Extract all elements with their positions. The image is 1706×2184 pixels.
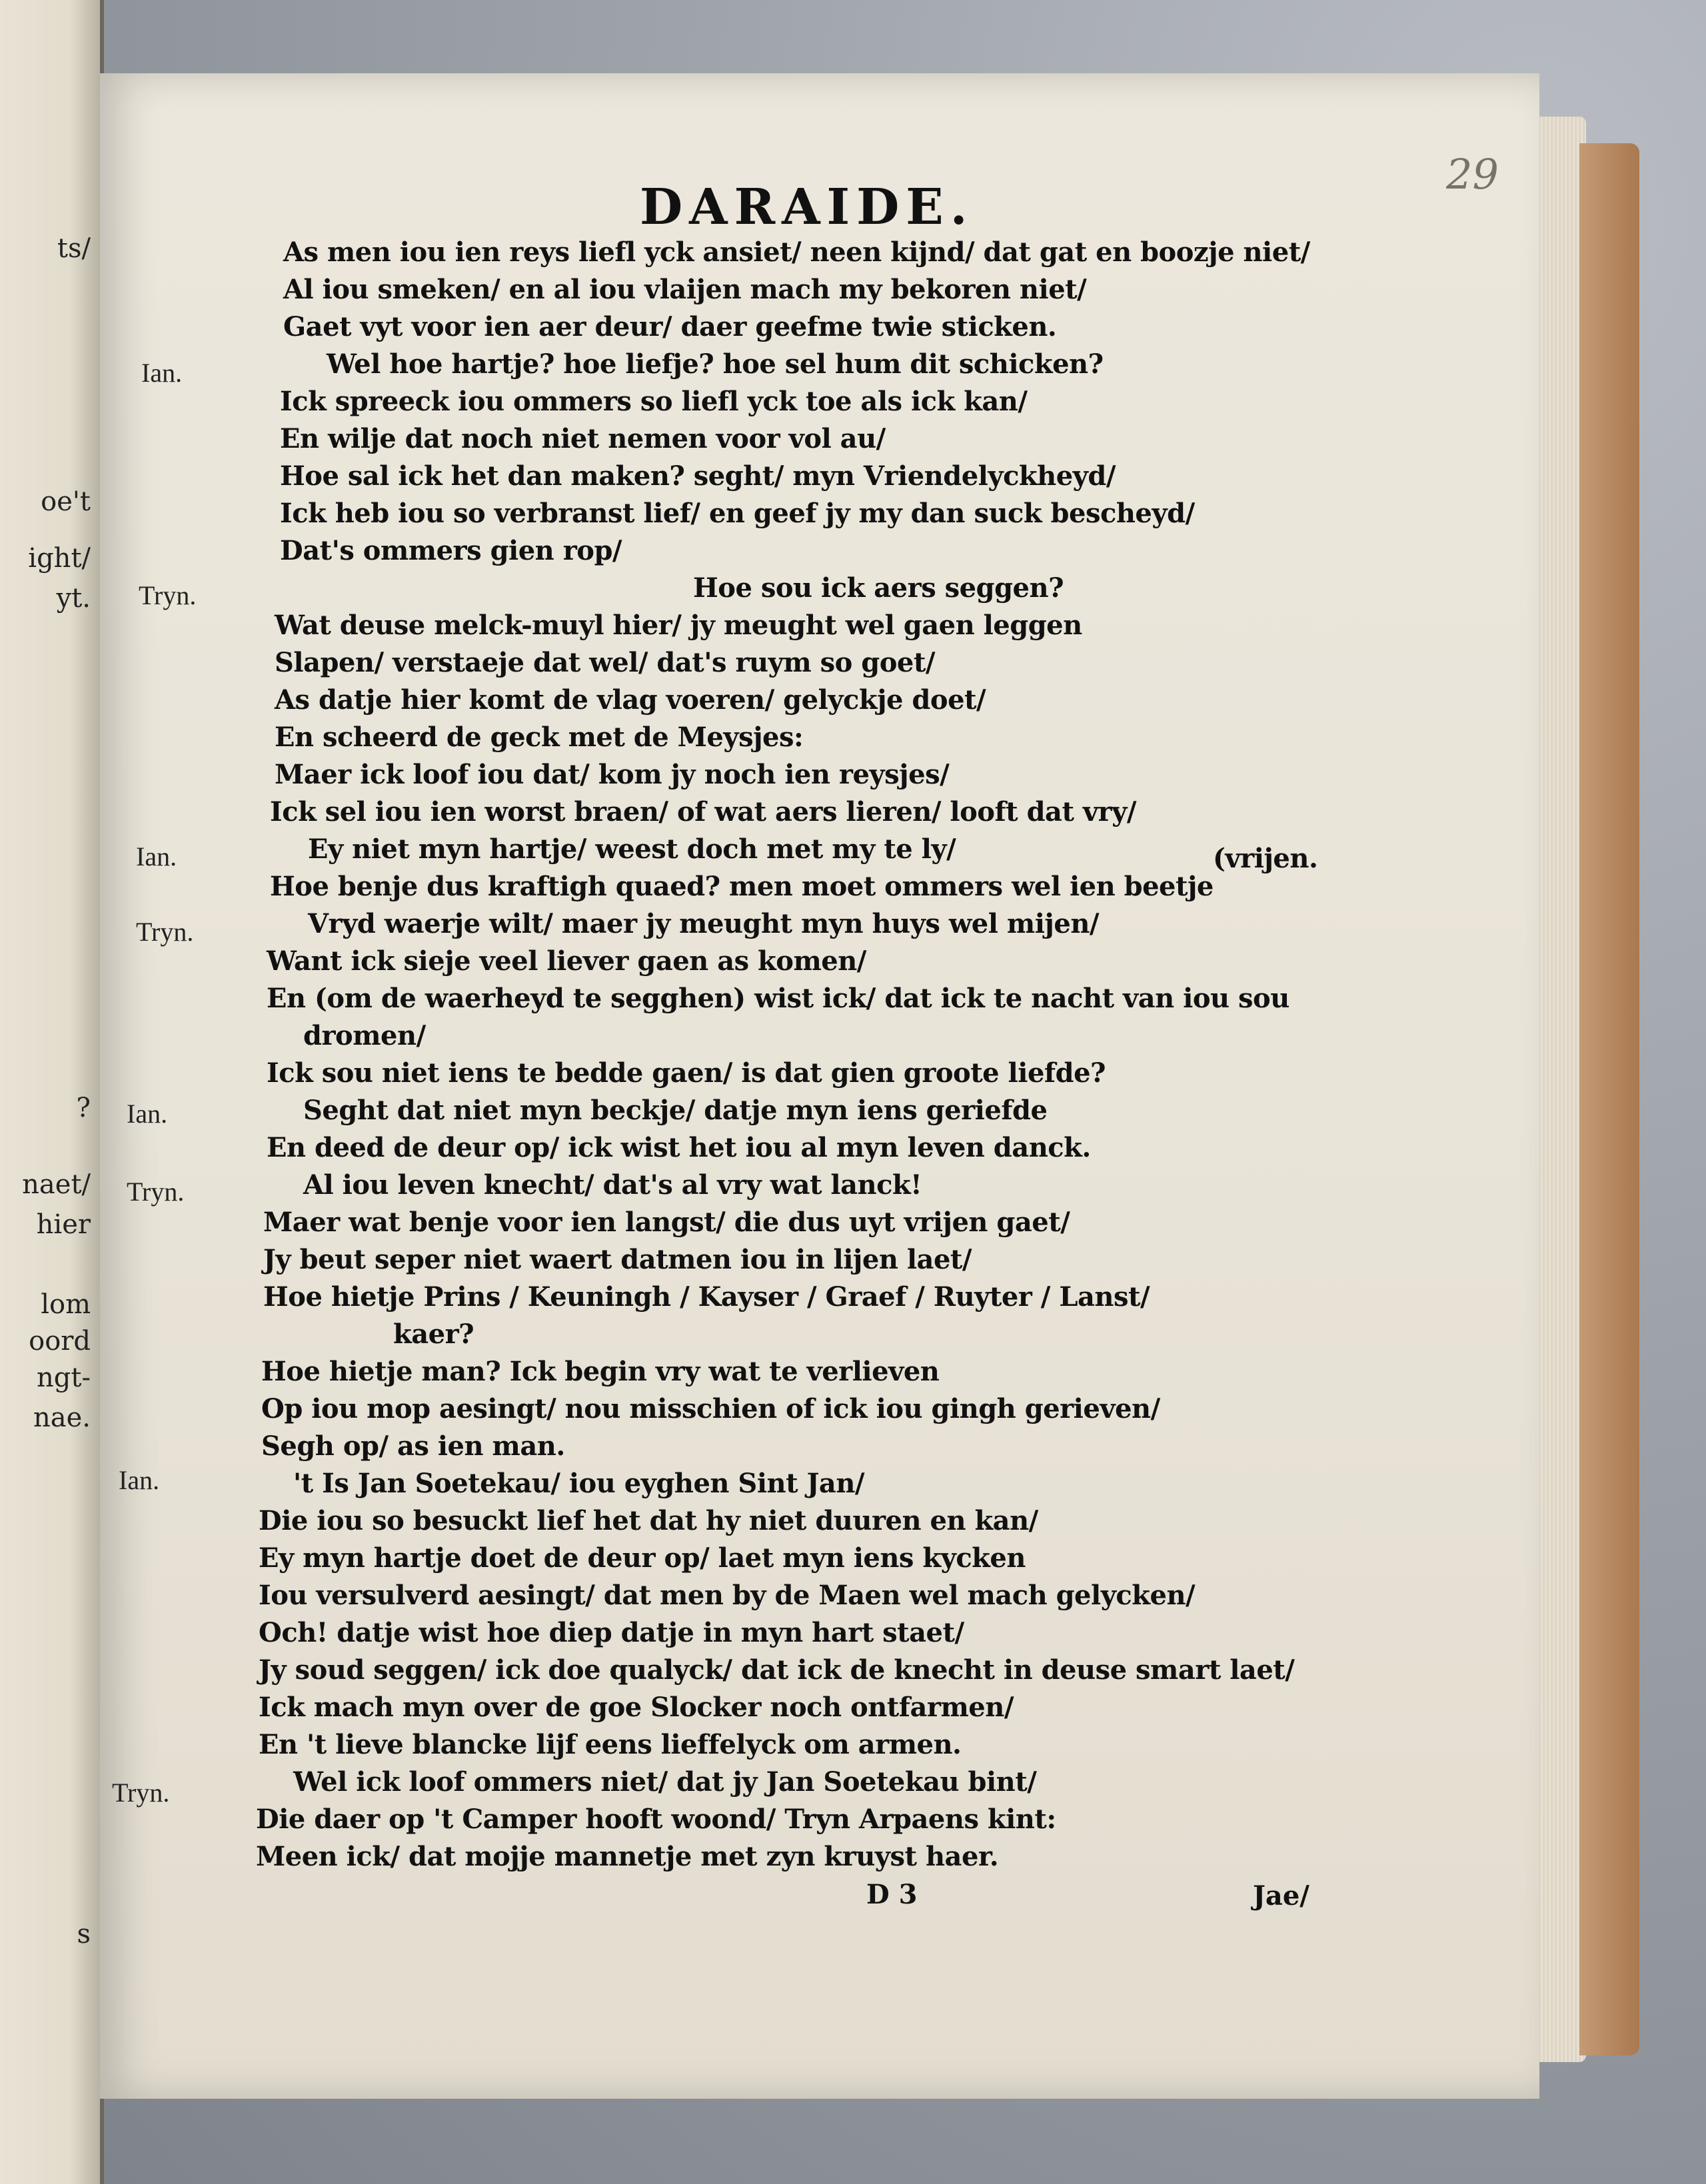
speaker-label: Tryn. [139, 580, 197, 610]
text-line: Ick spreeck iou ommers so liefl yck toe als ick kan/ [280, 386, 1028, 417]
text-line: Gaet vyt voor ien aer deur/ daer geefme twie sticken. [283, 311, 1057, 342]
left-margin-fragment: hier [36, 1209, 91, 1240]
text-line: Meen ick/ dat mojje mannetje met zyn kruyst haer. [256, 1841, 999, 1872]
text-line: (vrijen. [1213, 843, 1318, 874]
speaker-label: Ian. [136, 841, 177, 871]
text-line: Seght dat niet myn beckje/ datje myn iens geriefde [303, 1095, 1048, 1126]
text-line: Al iou leven knecht/ dat's al vry wat lanck! [303, 1169, 922, 1201]
text-line: Al iou smeken/ en al iou vlaijen mach my bekoren niet/ [283, 274, 1087, 305]
text-line: Want ick sieje veel liever gaen as komen/ [267, 945, 866, 977]
text-line: En scheerd de geck met de Meysjes: [275, 722, 804, 753]
text-line: En 't lieve blancke lijf eens lieffelyck om armen. [259, 1729, 962, 1760]
left-margin-fragment: ts/ [57, 233, 91, 264]
left-margin-fragment: ngt- [37, 1363, 91, 1393]
text-line: As men iou ien reys liefl yck ansiet/ neen kijnd/ dat gat en boozje niet/ [283, 237, 1310, 268]
folio-number: 29 [1446, 150, 1499, 199]
text-line: Ick sel iou ien worst braen/ of wat aers lieren/ looft dat vry/ [270, 796, 1137, 827]
text-line: Ick mach myn over de goe Slocker noch ontfarmen/ [259, 1692, 1014, 1723]
text-line: Ey niet myn hartje/ weest doch met my te ly/ [308, 833, 956, 865]
speaker-label: Tryn. [112, 1778, 170, 1808]
text-line: En (om de waerheyd te segghen) wist ick/ dat ick te nacht van iou sou [267, 983, 1289, 1014]
left-margin-fragment: ight/ [28, 543, 91, 574]
text-line: As datje hier komt de vlag voeren/ gelyckje doet/ [275, 684, 986, 716]
speaker-label: Ian. [127, 1099, 168, 1129]
text-line: Hoe sou ick aers seggen? [693, 572, 1064, 604]
text-line: dromen/ [303, 1020, 426, 1051]
left-margin-fragment: naet/ [22, 1169, 91, 1200]
text-line: Die iou so besuckt lief het dat hy niet duuren en kan/ [259, 1505, 1038, 1536]
text-line: Slapen/ verstaeje dat wel/ dat's ruym so goet/ [275, 647, 935, 678]
text-line: Ick sou niet iens te bedde gaen/ is dat gien groote liefde? [267, 1057, 1106, 1089]
text-line: Maer wat benje voor ien langst/ die dus uyt vrijen gaet/ [263, 1207, 1070, 1238]
left-margin-fragment: nae. [33, 1402, 91, 1433]
text-line: Hoe benje dus kraftigh quaed? men moet ommers wel ien beetje [270, 871, 1214, 902]
text-line: Hoe hietje Prins / Keuningh / Kayser / Graef / Ruyter / Lanst/ [263, 1281, 1150, 1313]
text-line: 't Is Jan Soetekau/ iou eyghen Sint Jan/ [293, 1468, 865, 1499]
left-margin-fragment: oord [29, 1326, 91, 1357]
text-line: Jy soud seggen/ ick doe qualyck/ dat ick de knecht in deuse smart laet/ [259, 1654, 1295, 1686]
text-line: Maer ick loof iou dat/ kom jy noch ien reysjes/ [275, 759, 950, 790]
speaker-label: Ian. [119, 1465, 160, 1495]
text-line: Segh op/ as ien man. [261, 1430, 565, 1462]
text-line: Vryd waerje wilt/ maer jy meught myn huys wel mijen/ [308, 908, 1100, 939]
left-margin-fragment: ? [76, 1093, 91, 1123]
left-facing-page [0, 0, 104, 2184]
text-line: Ey myn hartje doet de deur op/ laet myn iens kycken [259, 1542, 1026, 1574]
text-line: Wat deuse melck-muyl hier/ jy meught wel gaen leggen [275, 610, 1082, 641]
text-line: En wilje dat noch niet nemen voor vol au/ [280, 423, 886, 454]
text-line: Hoe sal ick het dan maken? seght/ myn Vriendelyckheyd/ [280, 460, 1116, 492]
speaker-label: Tryn. [136, 917, 194, 947]
text-line: Och! datje wist hoe diep datje in myn hart staet/ [259, 1617, 964, 1648]
text-line: Wel ick loof ommers niet/ dat jy Jan Soetekau bint/ [293, 1766, 1037, 1798]
running-header: DARAIDE. [640, 179, 974, 236]
text-line: Die daer op 't Camper hooft woond/ Tryn Arpaens kint: [256, 1804, 1056, 1835]
text-line: Ick heb iou so verbranst lief/ en geef jy my dan suck bescheyd/ [280, 498, 1195, 529]
left-margin-fragment: oe't [41, 486, 91, 517]
catchword: Jae/ [1253, 1880, 1309, 1911]
text-line: Dat's ommers gien rop/ [280, 535, 622, 566]
text-line: Hoe hietje man? Ick begin vry wat te verlieven [261, 1356, 940, 1387]
left-margin-fragment: yt. [56, 583, 91, 614]
text-line: Iou versulverd aesingt/ dat men by de Maen wel mach gelycken/ [259, 1580, 1196, 1611]
text-line: Jy beut seper niet waert datmen iou in lijen laet/ [263, 1244, 972, 1275]
speaker-label: Ian. [141, 358, 183, 388]
speaker-label: Tryn. [127, 1177, 185, 1207]
text-line: Wel hoe hartje? hoe liefje? hoe sel hum dit schicken? [327, 348, 1104, 380]
left-margin-fragment: s [77, 1919, 91, 1949]
text-line: En deed de deur op/ ick wist het iou al myn leven danck. [267, 1132, 1091, 1163]
text-line: kaer? [393, 1319, 474, 1350]
text-line: Op iou mop aesingt/ nou misschien of ick iou gingh gerieven/ [261, 1393, 1160, 1424]
left-margin-fragment: lom [41, 1289, 91, 1320]
signature-mark: D 3 [866, 1879, 918, 1910]
book-cover-edge [1579, 143, 1639, 2055]
